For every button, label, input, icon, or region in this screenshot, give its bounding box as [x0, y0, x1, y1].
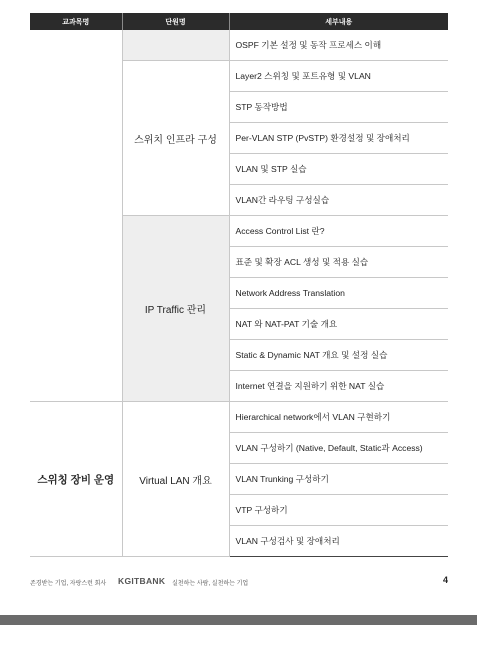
detail-cell: VLAN 구성검사 및 장애처리	[229, 526, 448, 557]
unit-cell: 스위치 인프라 구성	[122, 61, 229, 216]
footer-slogan: 실천하는 사람, 실천하는 기업	[172, 581, 249, 587]
page-footer	[30, 575, 448, 589]
curriculum-table-wrapper	[30, 13, 448, 557]
subject-cell	[30, 30, 122, 402]
footer-brand-logo: KGITBANK	[118, 576, 166, 586]
page-number: 4	[442, 575, 448, 585]
table-header-row	[30, 13, 448, 30]
unit-cell: Virtual LAN 개요	[122, 402, 229, 557]
detail-cell: VLAN간 라우팅 구성실습	[229, 185, 448, 216]
detail-cell: OSPF 기본 설정 및 동작 프로세스 이해	[229, 30, 448, 61]
detail-cell: Static & Dynamic NAT 개요 및 설정 실습	[229, 340, 448, 371]
unit-cell: IP Traffic 관리	[122, 216, 229, 402]
header-unit: 단원명	[122, 13, 229, 30]
detail-cell: Network Address Translation	[229, 278, 448, 309]
footer-tagline: 존경받는 기업, 자랑스런 회사	[30, 581, 107, 587]
table-row	[30, 30, 448, 61]
bottom-bar	[0, 615, 477, 625]
detail-cell: VLAN Trunking 구성하기	[229, 464, 448, 495]
detail-cell: VLAN 구성하기 (Native, Default, Static과 Access)	[229, 433, 448, 464]
subject-cell: 스위칭 장비 운영	[30, 402, 122, 557]
detail-cell: VLAN 및 STP 실습	[229, 154, 448, 185]
header-subject: 교과목명	[30, 13, 122, 30]
detail-cell: NAT 와 NAT-PAT 기술 개요	[229, 309, 448, 340]
detail-cell: Layer2 스위칭 및 포트유형 및 VLAN	[229, 61, 448, 92]
curriculum-table	[30, 13, 448, 557]
table-row	[30, 402, 448, 433]
unit-cell	[122, 30, 229, 61]
detail-cell: Access Control List 란?	[229, 216, 448, 247]
header-detail: 세부내용	[229, 13, 448, 30]
detail-cell: Internet 연결을 지원하기 위한 NAT 실습	[229, 371, 448, 402]
detail-cell: Per-VLAN STP (PvSTP) 환경설정 및 장애처리	[229, 123, 448, 154]
detail-cell: VTP 구성하기	[229, 495, 448, 526]
detail-cell: STP 동작방법	[229, 92, 448, 123]
detail-cell: Hierarchical network에서 VLAN 구현하기	[229, 402, 448, 433]
detail-cell: 표준 및 확장 ACL 생성 및 적용 실습	[229, 247, 448, 278]
